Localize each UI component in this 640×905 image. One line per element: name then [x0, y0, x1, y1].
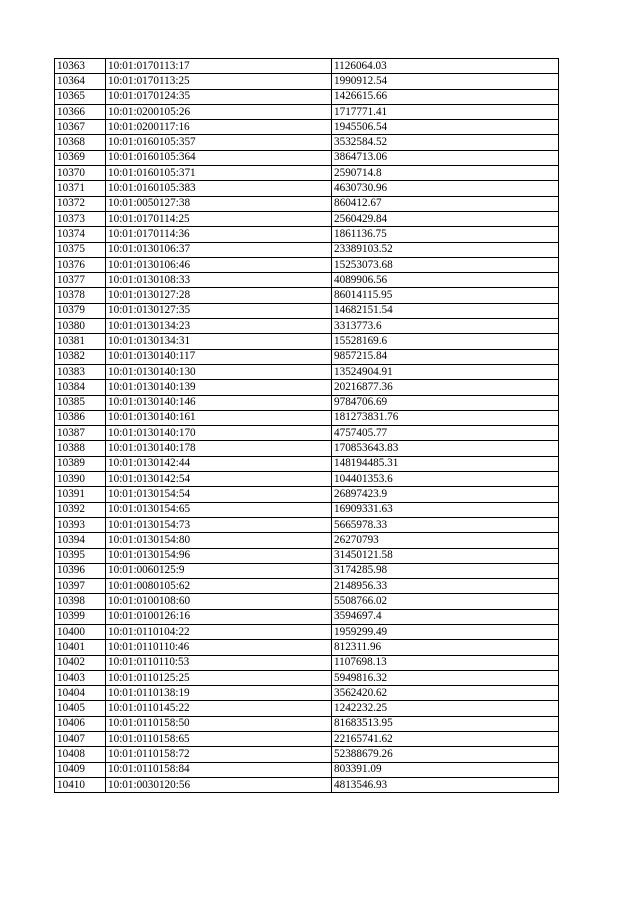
value-cell: 23389103.52 — [332, 242, 559, 257]
value-cell: 26897423.9 — [332, 487, 559, 502]
value-cell: 5665978.33 — [332, 517, 559, 532]
table-row — [55, 334, 559, 349]
value-cell: 803391.09 — [332, 762, 559, 777]
value-cell: 13524904.91 — [332, 364, 559, 379]
value-cell: 2148956.33 — [332, 579, 559, 594]
value-cell: 2590714.8 — [332, 166, 559, 181]
cadastral-number-cell: 10:01:0130140:178 — [106, 441, 332, 456]
value-cell: 9784706.69 — [332, 395, 559, 410]
table-row — [55, 319, 559, 334]
table-row — [55, 624, 559, 639]
value-cell: 26270793 — [332, 533, 559, 548]
table-row — [55, 104, 559, 119]
table-row — [55, 594, 559, 609]
row-number-cell: 10365 — [55, 89, 106, 104]
value-cell: 1126064.03 — [332, 59, 559, 74]
value-cell: 4813546.93 — [332, 777, 559, 792]
row-number-cell: 10409 — [55, 762, 106, 777]
table-row — [55, 120, 559, 135]
row-number-cell: 10407 — [55, 732, 106, 747]
table-row — [55, 166, 559, 181]
cadastral-number-cell: 10:01:0110110:53 — [106, 655, 332, 670]
cadastral-number-cell: 10:01:0130142:44 — [106, 456, 332, 471]
row-number-cell: 10401 — [55, 640, 106, 655]
table-body — [55, 59, 559, 793]
value-cell: 5949816.32 — [332, 670, 559, 685]
cadastral-number-cell: 10:01:0110158:72 — [106, 747, 332, 762]
cadastral-number-cell: 10:01:0060125:9 — [106, 563, 332, 578]
value-cell: 86014115.95 — [332, 288, 559, 303]
cadastral-number-cell: 10:01:0080105:62 — [106, 579, 332, 594]
row-number-cell: 10382 — [55, 349, 106, 364]
table-row — [55, 609, 559, 624]
table-row — [55, 59, 559, 74]
value-cell: 3594697.4 — [332, 609, 559, 624]
table-row — [55, 380, 559, 395]
table-row — [55, 441, 559, 456]
row-number-cell: 10373 — [55, 211, 106, 226]
row-number-cell: 10403 — [55, 670, 106, 685]
cadastral-number-cell: 10:01:0130140:130 — [106, 364, 332, 379]
value-cell: 20216877.36 — [332, 380, 559, 395]
row-number-cell: 10402 — [55, 655, 106, 670]
value-cell: 15253073.68 — [332, 257, 559, 272]
value-cell: 3532584.52 — [332, 135, 559, 150]
row-number-cell: 10404 — [55, 686, 106, 701]
cadastral-number-cell: 10:01:0110138:19 — [106, 686, 332, 701]
value-cell: 16909331.63 — [332, 502, 559, 517]
table-row — [55, 456, 559, 471]
row-number-cell: 10363 — [55, 59, 106, 74]
row-number-cell: 10408 — [55, 747, 106, 762]
table-row — [55, 364, 559, 379]
table-row — [55, 762, 559, 777]
value-cell: 104401353.6 — [332, 472, 559, 487]
cadastral-number-cell: 10:01:0130140:161 — [106, 410, 332, 425]
value-cell: 1959299.49 — [332, 624, 559, 639]
row-number-cell: 10390 — [55, 472, 106, 487]
table-row — [55, 426, 559, 441]
table-row — [55, 533, 559, 548]
cadastral-number-cell: 10:01:0160105:357 — [106, 135, 332, 150]
table-row — [55, 502, 559, 517]
value-cell: 4630730.96 — [332, 181, 559, 196]
table-row — [55, 181, 559, 196]
value-cell: 1717771.41 — [332, 104, 559, 119]
row-number-cell: 10393 — [55, 517, 106, 532]
row-number-cell: 10384 — [55, 380, 106, 395]
table-row — [55, 410, 559, 425]
row-number-cell: 10385 — [55, 395, 106, 410]
cadastral-number-cell: 10:01:0110145:22 — [106, 701, 332, 716]
cadastral-number-cell: 10:01:0110158:50 — [106, 716, 332, 731]
cadastral-number-cell: 10:01:0130154:80 — [106, 533, 332, 548]
value-cell: 181273831.76 — [332, 410, 559, 425]
row-number-cell: 10389 — [55, 456, 106, 471]
data-table — [54, 58, 559, 793]
cadastral-number-cell: 10:01:0130134:31 — [106, 334, 332, 349]
row-number-cell: 10381 — [55, 334, 106, 349]
table-row — [55, 579, 559, 594]
table-row — [55, 655, 559, 670]
cadastral-number-cell: 10:01:0110125:25 — [106, 670, 332, 685]
table-row — [55, 89, 559, 104]
value-cell: 3313773.6 — [332, 319, 559, 334]
value-cell: 5508766.02 — [332, 594, 559, 609]
row-number-cell: 10374 — [55, 227, 106, 242]
cadastral-number-cell: 10:01:0050127:38 — [106, 196, 332, 211]
table-row — [55, 349, 559, 364]
value-cell: 31450121.58 — [332, 548, 559, 563]
value-cell: 1107698.13 — [332, 655, 559, 670]
cadastral-number-cell: 10:01:0160105:371 — [106, 166, 332, 181]
value-cell: 3562420.62 — [332, 686, 559, 701]
cadastral-number-cell: 10:01:0130142:54 — [106, 472, 332, 487]
table-row — [55, 472, 559, 487]
value-cell: 1426615.66 — [332, 89, 559, 104]
table-row — [55, 74, 559, 89]
table-row — [55, 211, 559, 226]
table-row — [55, 135, 559, 150]
cadastral-number-cell: 10:01:0130154:54 — [106, 487, 332, 502]
cadastral-number-cell: 10:01:0130106:46 — [106, 257, 332, 272]
table-row — [55, 701, 559, 716]
row-number-cell: 10370 — [55, 166, 106, 181]
table-row — [55, 395, 559, 410]
row-number-cell: 10367 — [55, 120, 106, 135]
table-row — [55, 273, 559, 288]
value-cell: 9857215.84 — [332, 349, 559, 364]
value-cell: 14682151.54 — [332, 303, 559, 318]
cadastral-number-cell: 10:01:0170113:25 — [106, 74, 332, 89]
table-row — [55, 288, 559, 303]
row-number-cell: 10368 — [55, 135, 106, 150]
row-number-cell: 10369 — [55, 150, 106, 165]
cadastral-number-cell: 10:01:0160105:364 — [106, 150, 332, 165]
cadastral-number-cell: 10:01:0100108:60 — [106, 594, 332, 609]
row-number-cell: 10400 — [55, 624, 106, 639]
table-row — [55, 196, 559, 211]
cadastral-number-cell: 10:01:0130140:146 — [106, 395, 332, 410]
cadastral-number-cell: 10:01:0100126:16 — [106, 609, 332, 624]
cadastral-number-cell: 10:01:0160105:383 — [106, 181, 332, 196]
cadastral-number-cell: 10:01:0130154:96 — [106, 548, 332, 563]
table-row — [55, 150, 559, 165]
table-row — [55, 747, 559, 762]
table-row — [55, 777, 559, 792]
cadastral-number-cell: 10:01:0130140:139 — [106, 380, 332, 395]
table-row — [55, 732, 559, 747]
row-number-cell: 10392 — [55, 502, 106, 517]
value-cell: 2560429.84 — [332, 211, 559, 226]
cadastral-number-cell: 10:01:0110110:46 — [106, 640, 332, 655]
row-number-cell: 10364 — [55, 74, 106, 89]
row-number-cell: 10399 — [55, 609, 106, 624]
cadastral-number-cell: 10:01:0030120:56 — [106, 777, 332, 792]
cadastral-number-cell: 10:01:0170114:36 — [106, 227, 332, 242]
cadastral-number-cell: 10:01:0200117:16 — [106, 120, 332, 135]
row-number-cell: 10397 — [55, 579, 106, 594]
cadastral-number-cell: 10:01:0130127:28 — [106, 288, 332, 303]
cadastral-number-cell: 10:01:0110104:22 — [106, 624, 332, 639]
row-number-cell: 10398 — [55, 594, 106, 609]
value-cell: 170853643.83 — [332, 441, 559, 456]
row-number-cell: 10410 — [55, 777, 106, 792]
row-number-cell: 10375 — [55, 242, 106, 257]
value-cell: 81683513.95 — [332, 716, 559, 731]
row-number-cell: 10380 — [55, 319, 106, 334]
table-row — [55, 563, 559, 578]
table-row — [55, 303, 559, 318]
table-row — [55, 242, 559, 257]
value-cell: 860412.67 — [332, 196, 559, 211]
table-row — [55, 640, 559, 655]
row-number-cell: 10388 — [55, 441, 106, 456]
cadastral-number-cell: 10:01:0130154:73 — [106, 517, 332, 532]
cadastral-number-cell: 10:01:0130106:37 — [106, 242, 332, 257]
cadastral-number-cell: 10:01:0130140:170 — [106, 426, 332, 441]
cadastral-number-cell: 10:01:0130108:33 — [106, 273, 332, 288]
row-number-cell: 10396 — [55, 563, 106, 578]
table-row — [55, 686, 559, 701]
cadastral-number-cell: 10:01:0170113:17 — [106, 59, 332, 74]
value-cell: 1945506.54 — [332, 120, 559, 135]
value-cell: 1861136.75 — [332, 227, 559, 242]
value-cell: 52388679.26 — [332, 747, 559, 762]
row-number-cell: 10394 — [55, 533, 106, 548]
value-cell: 22165741.62 — [332, 732, 559, 747]
value-cell: 15528169.6 — [332, 334, 559, 349]
row-number-cell: 10395 — [55, 548, 106, 563]
row-number-cell: 10406 — [55, 716, 106, 731]
row-number-cell: 10391 — [55, 487, 106, 502]
cadastral-number-cell: 10:01:0130154:65 — [106, 502, 332, 517]
cadastral-number-cell: 10:01:0110158:65 — [106, 732, 332, 747]
table-row — [55, 716, 559, 731]
cadastral-number-cell: 10:01:0130134:23 — [106, 319, 332, 334]
row-number-cell: 10379 — [55, 303, 106, 318]
table-row — [55, 257, 559, 272]
row-number-cell: 10378 — [55, 288, 106, 303]
value-cell: 3174285.98 — [332, 563, 559, 578]
table-row — [55, 517, 559, 532]
cadastral-number-cell: 10:01:0200105:26 — [106, 104, 332, 119]
value-cell: 812311.96 — [332, 640, 559, 655]
cadastral-number-cell: 10:01:0130127:35 — [106, 303, 332, 318]
row-number-cell: 10387 — [55, 426, 106, 441]
row-number-cell: 10376 — [55, 257, 106, 272]
row-number-cell: 10405 — [55, 701, 106, 716]
value-cell: 1242232.25 — [332, 701, 559, 716]
value-cell: 4757405.77 — [332, 426, 559, 441]
cadastral-number-cell: 10:01:0110158:84 — [106, 762, 332, 777]
row-number-cell: 10386 — [55, 410, 106, 425]
row-number-cell: 10371 — [55, 181, 106, 196]
value-cell: 3864713.06 — [332, 150, 559, 165]
table-row — [55, 227, 559, 242]
table-row — [55, 670, 559, 685]
row-number-cell: 10377 — [55, 273, 106, 288]
cadastral-number-cell: 10:01:0130140:117 — [106, 349, 332, 364]
value-cell: 148194485.31 — [332, 456, 559, 471]
value-cell: 4089906.56 — [332, 273, 559, 288]
row-number-cell: 10383 — [55, 364, 106, 379]
row-number-cell: 10366 — [55, 104, 106, 119]
cadastral-number-cell: 10:01:0170114:25 — [106, 211, 332, 226]
row-number-cell: 10372 — [55, 196, 106, 211]
value-cell: 1990912.54 — [332, 74, 559, 89]
cadastral-number-cell: 10:01:0170124:35 — [106, 89, 332, 104]
table-row — [55, 487, 559, 502]
table-row — [55, 548, 559, 563]
